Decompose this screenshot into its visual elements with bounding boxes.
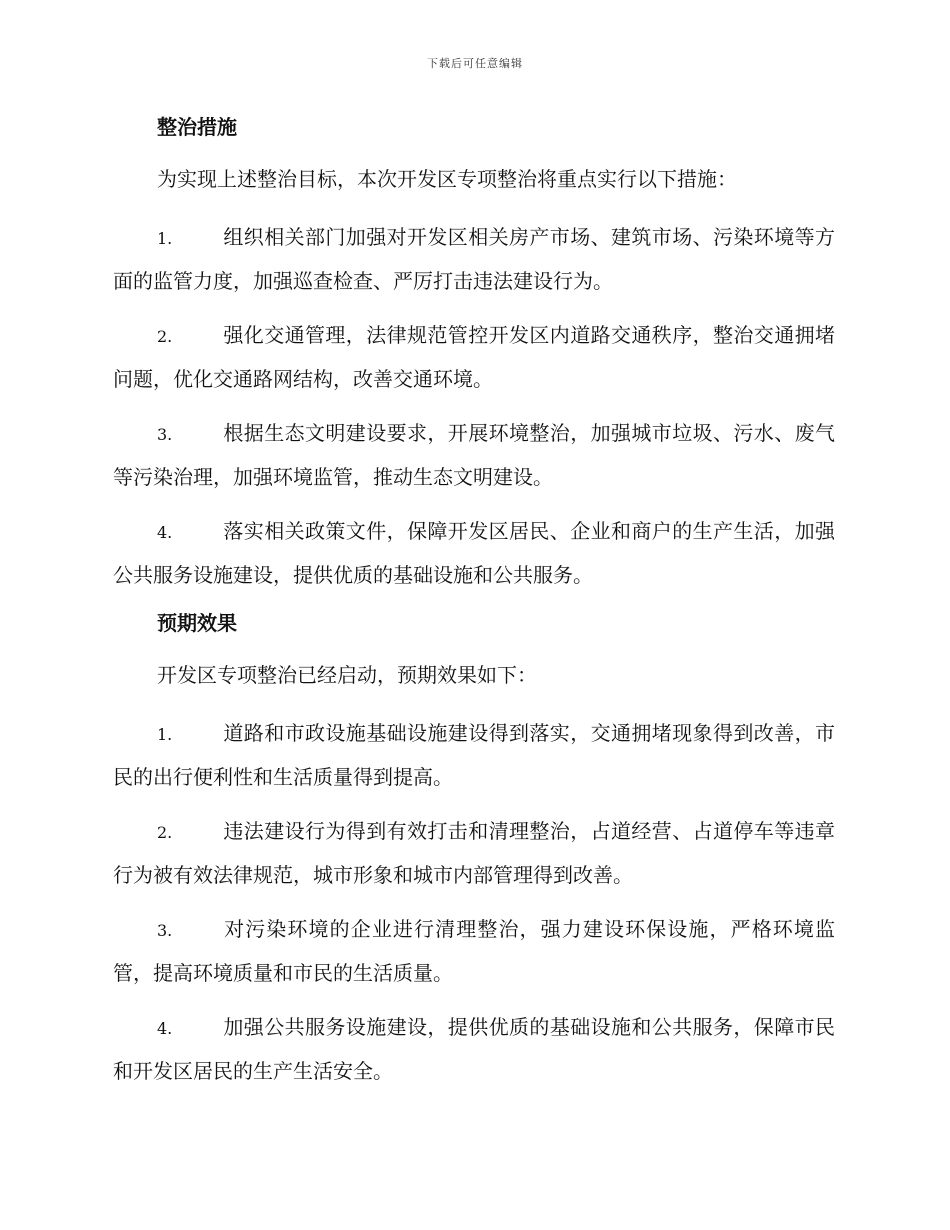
list-text: 强化交通管理，法律规范管控开发区内道路交通秩序，整治交通拥堵问题，优化交通路网结构，改善交通环境。	[113, 323, 835, 391]
list-number: 2.	[157, 327, 173, 346]
list-text: 违法建设行为得到有效打击和清理整治，占道经营、占道停车等违章行为被有效法律规范，城市形象和城市内部管理得到改善。	[113, 819, 835, 887]
list-number: 2.	[157, 823, 173, 842]
list-item	[113, 510, 835, 597]
list-item	[113, 216, 835, 303]
header-note: 下载后可任意编辑	[427, 57, 523, 70]
section-intro-expected-results: 开发区专项整治已经启动，预期效果如下：	[157, 663, 537, 687]
list-text: 落实相关政策文件，保障开发区居民、企业和商户的生产生活，加强公共服务设施建设，提供优质的基础设施和公共服务。	[113, 519, 835, 587]
list-text: 道路和市政设施基础设施建设得到落实，交通拥堵现象得到改善，市民的出行便利性和生活质量得到提高。	[113, 721, 835, 789]
list-number: 1.	[157, 229, 173, 248]
list-number: 4.	[157, 523, 173, 542]
list-number: 3.	[157, 425, 173, 444]
list-text: 对污染环境的企业进行清理整治，强力建设环保设施，严格环境监管，提高环境质量和市民的生活质量。	[113, 917, 835, 985]
document-body	[113, 112, 835, 1104]
section-heading-measures: 整治措施	[157, 115, 237, 139]
list-number: 4.	[157, 1019, 173, 1038]
list-item	[113, 908, 835, 995]
section-heading-expected-results: 预期效果	[157, 611, 237, 635]
list-item	[113, 314, 835, 401]
list-item	[113, 412, 835, 499]
list-item	[113, 712, 835, 799]
list-text: 组织相关部门加强对开发区相关房产市场、建筑市场、污染环境等方面的监管力度，加强巡查检查、严厉打击违法建设行为。	[113, 225, 835, 293]
list-item	[113, 1006, 835, 1093]
list-item	[113, 810, 835, 897]
list-number: 1.	[157, 725, 173, 744]
section-intro-measures: 为实现上述整治目标，本次开发区专项整治将重点实行以下措施：	[157, 167, 737, 191]
list-number: 3.	[157, 921, 173, 940]
list-text: 加强公共服务设施建设，提供优质的基础设施和公共服务，保障市民和开发区居民的生产生活安全。	[113, 1015, 835, 1083]
list-text: 根据生态文明建设要求，开展环境整治，加强城市垃圾、污水、废气等污染治理，加强环境监管，推动生态文明建设。	[113, 421, 835, 489]
